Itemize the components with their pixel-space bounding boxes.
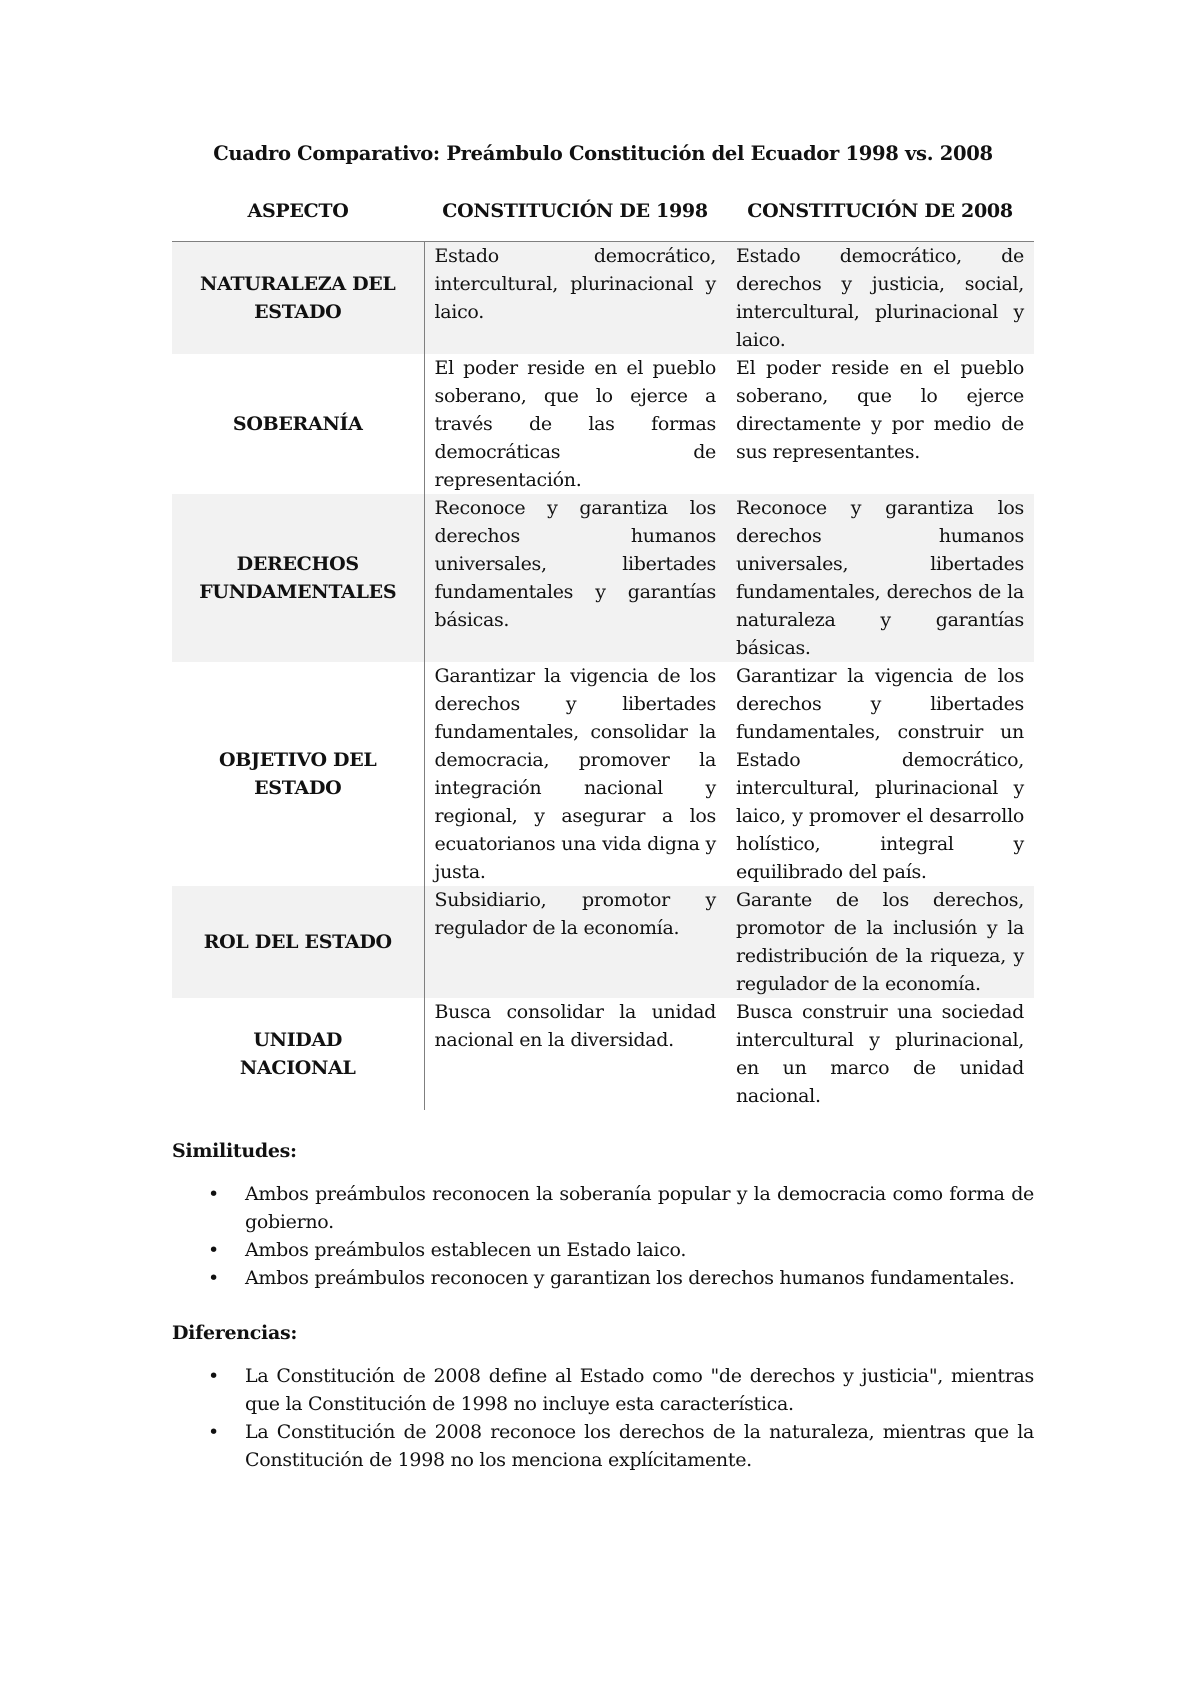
table-row [172,242,1034,355]
document-title: Cuadro Comparativo: Preámbulo Constitución del Ecuador 1998 vs. 2008 [213,142,993,165]
diferencias-list [172,1362,1034,1474]
table-row [172,886,1034,998]
list-item [172,1264,1034,1292]
header-constitucion-2008: CONSTITUCIÓN DE 2008 [726,183,1034,242]
header-constitucion-1998: CONSTITUCIÓN DE 1998 [424,183,726,242]
list-item-text: Ambos preámbulos reconocen la soberanía popular y la democracia como forma de gobierno. [245,1183,1034,1233]
list-item-text: Ambos preámbulos reconocen y garantizan los derechos humanos fundamentales. [245,1267,1015,1289]
bullet-icon: • [208,1267,219,1289]
list-item [172,1180,1034,1236]
list-item-text: La Constitución de 2008 define al Estado como "de derechos y justicia", mientras que la Constitución de 1998 no incluye esta característica. [245,1365,1034,1415]
comparison-table [172,183,1034,1110]
cell-1998: Estado democrático, intercultural, plurinacional y laico. [424,242,726,355]
bullet-icon: • [208,1239,219,1261]
aspect-cell: UNIDAD NACIONAL [172,998,424,1110]
aspect-cell: SOBERANÍA [172,354,424,494]
list-item [172,1236,1034,1264]
table-header-row [172,183,1034,242]
bullet-icon: • [208,1183,219,1205]
aspect-cell: OBJETIVO DEL ESTADO [172,662,424,886]
cell-2008: Garantizar la vigencia de los derechos y libertades fundamentales, construir un Estado democrático, intercultural, plurinacional y laico, y promover el desarrollo holístico, integral y equilibrado del país. [736,665,1024,883]
table-row [172,354,1034,494]
bullet-icon: • [208,1365,219,1387]
similitudes-list [172,1180,1034,1292]
aspect-cell: ROL DEL ESTADO [172,886,424,998]
cell-2008: Busca construir una sociedad intercultural y plurinacional, en un marco de unidad nacional. [736,1001,1024,1107]
bullet-icon: • [208,1421,219,1443]
table-row [172,662,1034,886]
aspect-cell: NATURALEZA DEL ESTADO [172,242,424,355]
list-item [172,1362,1034,1418]
cell-1998: Busca consolidar la unidad nacional en la diversidad. [434,1001,716,1051]
cell-2008: Estado democrático, de derechos y justicia, social, intercultural, plurinacional y laico. [726,242,1034,355]
similitudes-heading: Similitudes: [172,1140,297,1162]
table-row [172,998,1034,1110]
cell-1998: Garantizar la vigencia de los derechos y libertades fundamentales, consolidar la democracia, promover la integración nacional y regional, y asegurar a los ecuatorianos una vida digna y justa. [434,665,716,883]
list-item-text: La Constitución de 2008 reconoce los derechos de la naturaleza, mientras que la Constitución de 1998 no los menciona explícitamente. [245,1421,1034,1471]
document-page [172,142,1034,1474]
header-aspecto: ASPECTO [172,183,424,242]
cell-2008: El poder reside en el pueblo soberano, que lo ejerce directamente y por medio de sus representantes. [736,357,1024,463]
cell-1998: El poder reside en el pueblo soberano, que lo ejerce a través de las formas democráticas de representación. [434,357,716,491]
aspect-cell: DERECHOS FUNDAMENTALES [172,494,424,662]
cell-1998: Reconoce y garantiza los derechos humanos universales, libertades fundamentales y garantías básicas. [424,494,726,662]
cell-1998: Subsidiario, promotor y regulador de la economía. [424,886,726,998]
list-item-text: Ambos preámbulos establecen un Estado laico. [245,1239,687,1261]
cell-2008: Reconoce y garantiza los derechos humanos universales, libertades fundamentales, derechos de la naturaleza y garantías básicas. [726,494,1034,662]
list-item [172,1418,1034,1474]
table-row [172,494,1034,662]
cell-2008: Garante de los derechos, promotor de la inclusión y la redistribución de la riqueza, y regulador de la economía. [726,886,1034,998]
diferencias-heading: Diferencias: [172,1322,298,1344]
